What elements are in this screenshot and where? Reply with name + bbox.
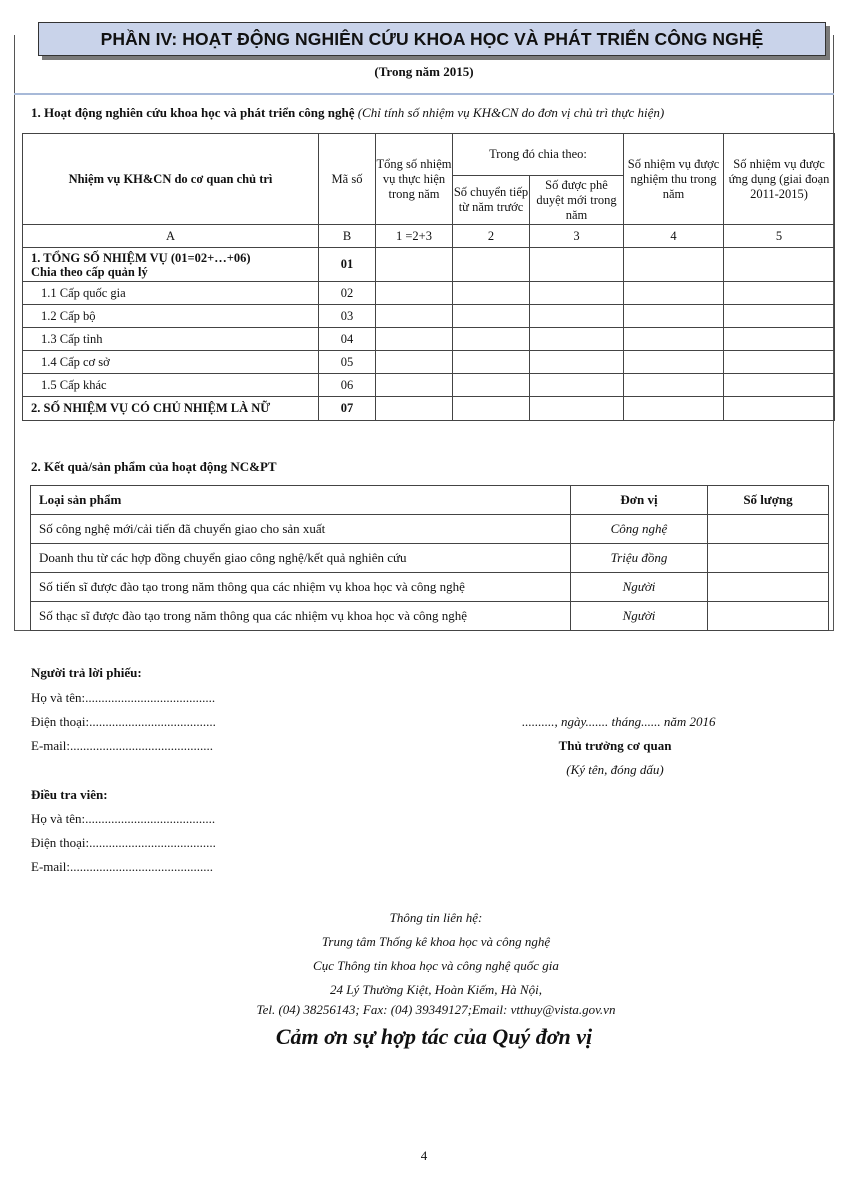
index-cell: 2 — [453, 225, 530, 248]
unit-label: Người — [571, 573, 708, 602]
input-cell[interactable] — [453, 248, 530, 282]
input-cell[interactable] — [724, 351, 835, 374]
row-code: 04 — [319, 328, 376, 351]
header-carried: Số chuyển tiếp từ năm trước — [453, 176, 530, 225]
header-task: Nhiệm vụ KH&CN do cơ quan chủ trì — [23, 134, 319, 225]
product-label: Doanh thu từ các hợp đồng chuyển giao công nghệ/kết quả nghiên cứu — [31, 544, 571, 573]
signature-title: Thủ trưởng cơ quan — [558, 738, 672, 753]
contact-line: 24 Lý Thường Kiệt, Hoàn Kiếm, Hà Nội, — [330, 982, 542, 997]
table-row — [23, 282, 835, 305]
row-label — [23, 248, 319, 282]
header-approved: Số được phê duyệt mới trong năm — [530, 176, 624, 225]
input-cell[interactable] — [530, 305, 624, 328]
respondent-email-field[interactable]: E-mail:............................................ — [31, 738, 213, 753]
row-code: 06 — [319, 374, 376, 397]
page-number: 4 — [420, 1148, 428, 1163]
input-cell[interactable] — [530, 328, 624, 351]
respondent-name-field[interactable]: Họ và tên:........................................ — [31, 690, 216, 705]
row-label-main: 1. TỔNG SỐ NHIỆM VỤ (01=02+…+06) — [31, 250, 251, 265]
rd-results-table — [30, 485, 829, 631]
unit-label: Triệu đồng — [571, 544, 708, 573]
row-code: 01 — [319, 248, 376, 282]
index-cell: 4 — [624, 225, 724, 248]
input-cell[interactable] — [724, 374, 835, 397]
table-row-female-lead — [23, 397, 835, 421]
table-row — [31, 573, 829, 602]
input-cell[interactable] — [724, 397, 835, 421]
input-cell[interactable] — [724, 305, 835, 328]
header-accepted: Số nhiệm vụ được nghiệm thu trong năm — [624, 134, 724, 225]
index-row — [23, 225, 835, 248]
input-cell[interactable] — [624, 351, 724, 374]
table-row — [31, 515, 829, 544]
table-row — [31, 544, 829, 573]
product-label: Số tiến sĩ được đào tạo trong năm thông qua các nhiệm vụ khoa học và công nghệ — [31, 573, 571, 602]
input-cell[interactable] — [530, 282, 624, 305]
index-cell: A — [23, 225, 319, 248]
input-cell[interactable] — [453, 328, 530, 351]
header-total: Tổng số nhiệm vụ thực hiện trong năm — [376, 134, 453, 225]
rd-tasks-table — [22, 133, 835, 421]
header-code: Mã số — [319, 134, 376, 225]
input-cell[interactable] — [724, 248, 835, 282]
row-label: 1.4 Cấp cơ sở — [23, 351, 319, 374]
input-cell[interactable] — [453, 397, 530, 421]
respondent-phone-field[interactable]: Điện thoại:....................................... — [31, 714, 216, 729]
unit-label: Người — [571, 602, 708, 631]
input-cell[interactable] — [624, 397, 724, 421]
quantity-input[interactable] — [708, 515, 829, 544]
input-cell[interactable] — [624, 282, 724, 305]
input-cell[interactable] — [724, 328, 835, 351]
header-applied: Số nhiệm vụ được ứng dụng (giai đoạn 2011-2015) — [724, 134, 835, 225]
table-row — [31, 602, 829, 631]
row-label: 1.2 Cấp bộ — [23, 305, 319, 328]
table-row — [23, 374, 835, 397]
header-unit: Đơn vị — [571, 486, 708, 515]
row-label: 1.3 Cấp tỉnh — [23, 328, 319, 351]
input-cell[interactable] — [376, 282, 453, 305]
product-label: Số thạc sĩ được đào tạo trong năm thông qua các nhiệm vụ khoa học và công nghệ — [31, 602, 571, 631]
header-product: Loại sản phẩm — [31, 486, 571, 515]
section-banner: PHẦN IV: HOẠT ĐỘNG NGHIÊN CỨU KHOA HỌC VÀ PHÁT TRIỂN CÔNG NGHỆ — [38, 22, 826, 56]
input-cell[interactable] — [376, 305, 453, 328]
input-cell[interactable] — [453, 351, 530, 374]
row-code: 07 — [319, 397, 376, 421]
input-cell[interactable] — [530, 397, 624, 421]
input-cell[interactable] — [624, 328, 724, 351]
row-code: 03 — [319, 305, 376, 328]
surveyor-phone-field[interactable]: Điện thoại:....................................... — [31, 835, 216, 850]
index-cell: 1 =2+3 — [376, 225, 453, 248]
row-label: 2. SỐ NHIỆM VỤ CÓ CHỦ NHIỆM LÀ NỮ — [23, 397, 319, 421]
input-cell[interactable] — [453, 282, 530, 305]
header-split: Trong đó chia theo: — [453, 134, 624, 176]
product-label: Số công nghệ mới/cải tiến đã chuyển giao cho sản xuất — [31, 515, 571, 544]
index-cell: 3 — [530, 225, 624, 248]
section2-title: 2. Kết quả/sản phẩm của hoạt động NC&PT — [31, 459, 277, 474]
input-cell[interactable] — [376, 328, 453, 351]
input-cell[interactable] — [530, 374, 624, 397]
surveyor-name-field[interactable]: Họ và tên:........................................ — [31, 811, 216, 826]
contact-line: Trung tâm Thống kê khoa học và công nghệ — [321, 934, 551, 949]
row-code: 05 — [319, 351, 376, 374]
input-cell[interactable] — [624, 248, 724, 282]
header-quantity: Số lượng — [708, 486, 829, 515]
quantity-input[interactable] — [708, 602, 829, 631]
contact-line: Cục Thông tin khoa học và công nghệ quốc gia — [313, 958, 559, 973]
divider — [14, 93, 834, 95]
respondent-heading: Người trả lời phiếu: — [31, 665, 142, 680]
input-cell[interactable] — [376, 374, 453, 397]
input-cell[interactable] — [530, 351, 624, 374]
index-cell: 5 — [724, 225, 835, 248]
signature-date[interactable]: .........., ngày....... tháng...... năm 2016 — [522, 714, 716, 729]
quantity-input[interactable] — [708, 544, 829, 573]
row-code: 02 — [319, 282, 376, 305]
signature-note: (Ký tên, đóng dấu) — [566, 762, 664, 777]
thank-you-message: Cảm ơn sự hợp tác của Quý đơn vị — [275, 1024, 593, 1049]
input-cell[interactable] — [453, 305, 530, 328]
table-row — [23, 305, 835, 328]
table-row-total — [23, 248, 835, 282]
input-cell[interactable] — [376, 351, 453, 374]
row-label-sub: Chia theo cấp quản lý — [31, 264, 148, 279]
section1-title-text: 1. Hoạt động nghiên cứu khoa học và phát triển công nghệ — [31, 105, 355, 120]
index-cell: B — [319, 225, 376, 248]
surveyor-heading: Điều tra viên: — [31, 787, 108, 802]
unit-label: Công nghệ — [571, 515, 708, 544]
input-cell[interactable] — [453, 374, 530, 397]
contact-heading: Thông tin liên hệ: — [389, 910, 483, 925]
input-cell[interactable] — [624, 374, 724, 397]
input-cell[interactable] — [724, 282, 835, 305]
input-cell[interactable] — [376, 248, 453, 282]
quantity-input[interactable] — [708, 573, 829, 602]
row-label: 1.5 Cấp khác — [23, 374, 319, 397]
input-cell[interactable] — [376, 397, 453, 421]
subtitle: (Trong năm 2015) — [374, 64, 474, 79]
contact-line: Tel. (04) 38256143; Fax: (04) 39349127;Email: vtthuy@vista.gov.vn — [256, 1002, 616, 1017]
table-row — [23, 328, 835, 351]
row-label: 1.1 Cấp quốc gia — [23, 282, 319, 305]
input-cell[interactable] — [530, 248, 624, 282]
input-cell[interactable] — [624, 305, 724, 328]
table-row — [23, 351, 835, 374]
surveyor-email-field[interactable]: E-mail:............................................ — [31, 859, 213, 874]
section1-note: (Chỉ tính số nhiệm vụ KH&CN do đơn vị chủ trì thực hiện) — [357, 105, 665, 120]
section1-title — [31, 105, 664, 121]
